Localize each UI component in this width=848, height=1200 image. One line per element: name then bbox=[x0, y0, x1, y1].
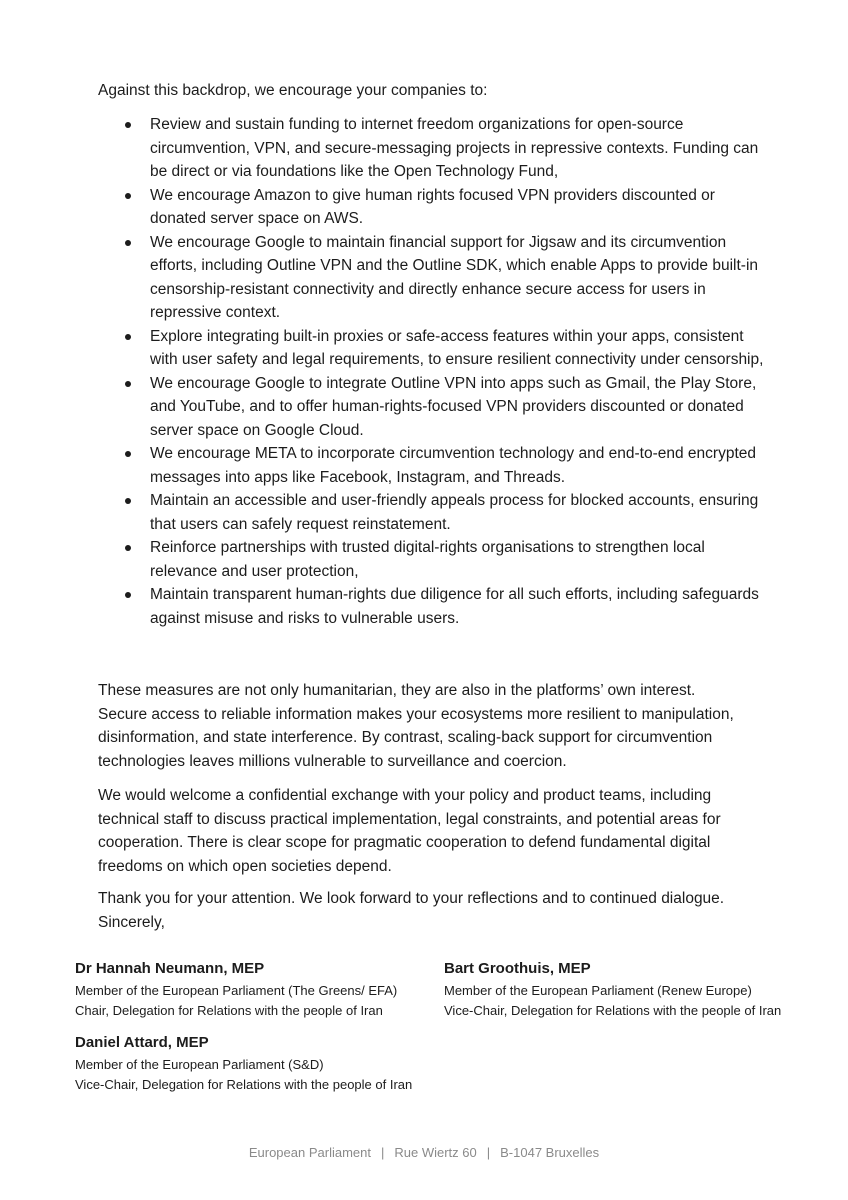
exchange-paragraph: We would welcome a confidential exchange with your policy and product teams, including technical staff to discuss practical implementation, legal constraints, and potential areas for cooperation. There is clear scope for pragmatic cooperation to defend fundamental digital freedoms on which open societies depend. bbox=[98, 787, 721, 875]
signatory-attard bbox=[75, 1032, 412, 1095]
list-item bbox=[98, 325, 768, 372]
footer-separator: | bbox=[486, 1145, 491, 1160]
list-item bbox=[98, 184, 768, 231]
footer-org: European Parliament bbox=[248, 1145, 371, 1160]
list-item-text: Reinforce partnerships with trusted digital-rights organisations to strengthen local relevance and user protection, bbox=[150, 539, 705, 580]
signatory-role: Vice-Chair, Delegation for Relations with the people of Iran bbox=[444, 1003, 782, 1018]
list-item-text: Review and sustain funding to internet freedom organizations for open-source circumvention, VPN, and secure-messaging projects in repressive contexts. Funding can be direct or via foundations like the Open Technology Fund, bbox=[150, 116, 759, 180]
list-item bbox=[98, 231, 768, 325]
list-item-text: We encourage Amazon to give human rights focused VPN providers discounted or donated server space on AWS. bbox=[150, 186, 715, 227]
bullet-icon bbox=[125, 122, 131, 128]
thanks-paragraph: Thank you for your attention. We look forward to your reflections and to continued dialogue. bbox=[98, 890, 725, 907]
recommendation-list bbox=[98, 113, 768, 630]
footer-separator: | bbox=[380, 1145, 385, 1160]
signatory-role: Chair, Delegation for Relations with the people of Iran bbox=[75, 1003, 383, 1018]
measures-paragraph: These measures are not only humanitarian, they are also in the platforms’ own interest. Secure access to reliable information makes your ecosystems more resilient to manipulation, disinformation, and state interference. By contrast, scaling-back support for circumvention technologies leaves millions vulnerable to surveillance and coercion. bbox=[98, 682, 734, 770]
intro-text: Against this backdrop, we encourage your companies to: bbox=[98, 82, 488, 99]
signatory-name: Bart Groothuis, MEP bbox=[444, 960, 591, 977]
signatory-role: Vice-Chair, Delegation for Relations with the people of Iran bbox=[75, 1077, 413, 1092]
signatory-name: Daniel Attard, MEP bbox=[75, 1034, 209, 1051]
list-item-text: Maintain an accessible and user-friendly appeals process for blocked accounts, ensuring that users can safely request reinstatement. bbox=[150, 492, 759, 533]
bullet-icon bbox=[125, 334, 131, 340]
signatory-groothuis bbox=[444, 958, 781, 1021]
list-item-text: We encourage META to incorporate circumvention technology and end-to-end encrypted messages into apps like Facebook, Instagram, and Threads. bbox=[150, 445, 756, 486]
bullet-icon bbox=[125, 451, 131, 457]
list-item-text: Maintain transparent human-rights due diligence for all such efforts, including safeguards against misuse and risks to vulnerable users. bbox=[150, 586, 759, 627]
bullet-icon bbox=[125, 545, 131, 551]
footer-street: Rue Wiertz 60 bbox=[394, 1145, 477, 1160]
signatory-neumann bbox=[75, 958, 397, 1021]
signatory-role: Member of the European Parliament (Renew Europe) bbox=[444, 983, 752, 998]
footer-city: B-1047 Bruxelles bbox=[500, 1145, 600, 1160]
signatory-role: Member of the European Parliament (The Greens/ EFA) bbox=[75, 983, 398, 998]
bullet-icon bbox=[125, 381, 131, 387]
list-item bbox=[98, 113, 768, 184]
bullet-icon bbox=[125, 592, 131, 598]
list-item bbox=[98, 442, 768, 489]
list-item-text: We encourage Google to integrate Outline VPN into apps such as Gmail, the Play Store, and YouTube, and to offer human-rights-focused VPN providers discounted or donated server space on Google Cloud. bbox=[150, 374, 757, 439]
list-item bbox=[98, 489, 768, 536]
list-item-text: Explore integrating built-in proxies or safe-access features within your apps, consistent with user safety and legal requirements, to ensure resilient connectivity under censorship, bbox=[150, 327, 764, 368]
list-item bbox=[98, 583, 768, 630]
bullet-icon bbox=[125, 240, 131, 246]
bullet-icon bbox=[125, 498, 131, 504]
list-item bbox=[98, 372, 768, 443]
signatory-name: Dr Hannah Neumann, MEP bbox=[75, 960, 265, 977]
signatory-role: Member of the European Parliament (S&D) bbox=[75, 1057, 324, 1072]
list-item-text: We encourage Google to maintain financial support for Jigsaw and its circumvention efforts, including Outline VPN and the Outline SDK, which enable Apps to provide built-in censorship-resistant connectivity and directly enhance secure access for users in repressive context. bbox=[150, 233, 759, 321]
bullet-icon bbox=[125, 193, 131, 199]
page-footer bbox=[0, 1145, 848, 1160]
closing-text: Sincerely, bbox=[98, 914, 165, 931]
list-item bbox=[98, 536, 768, 583]
